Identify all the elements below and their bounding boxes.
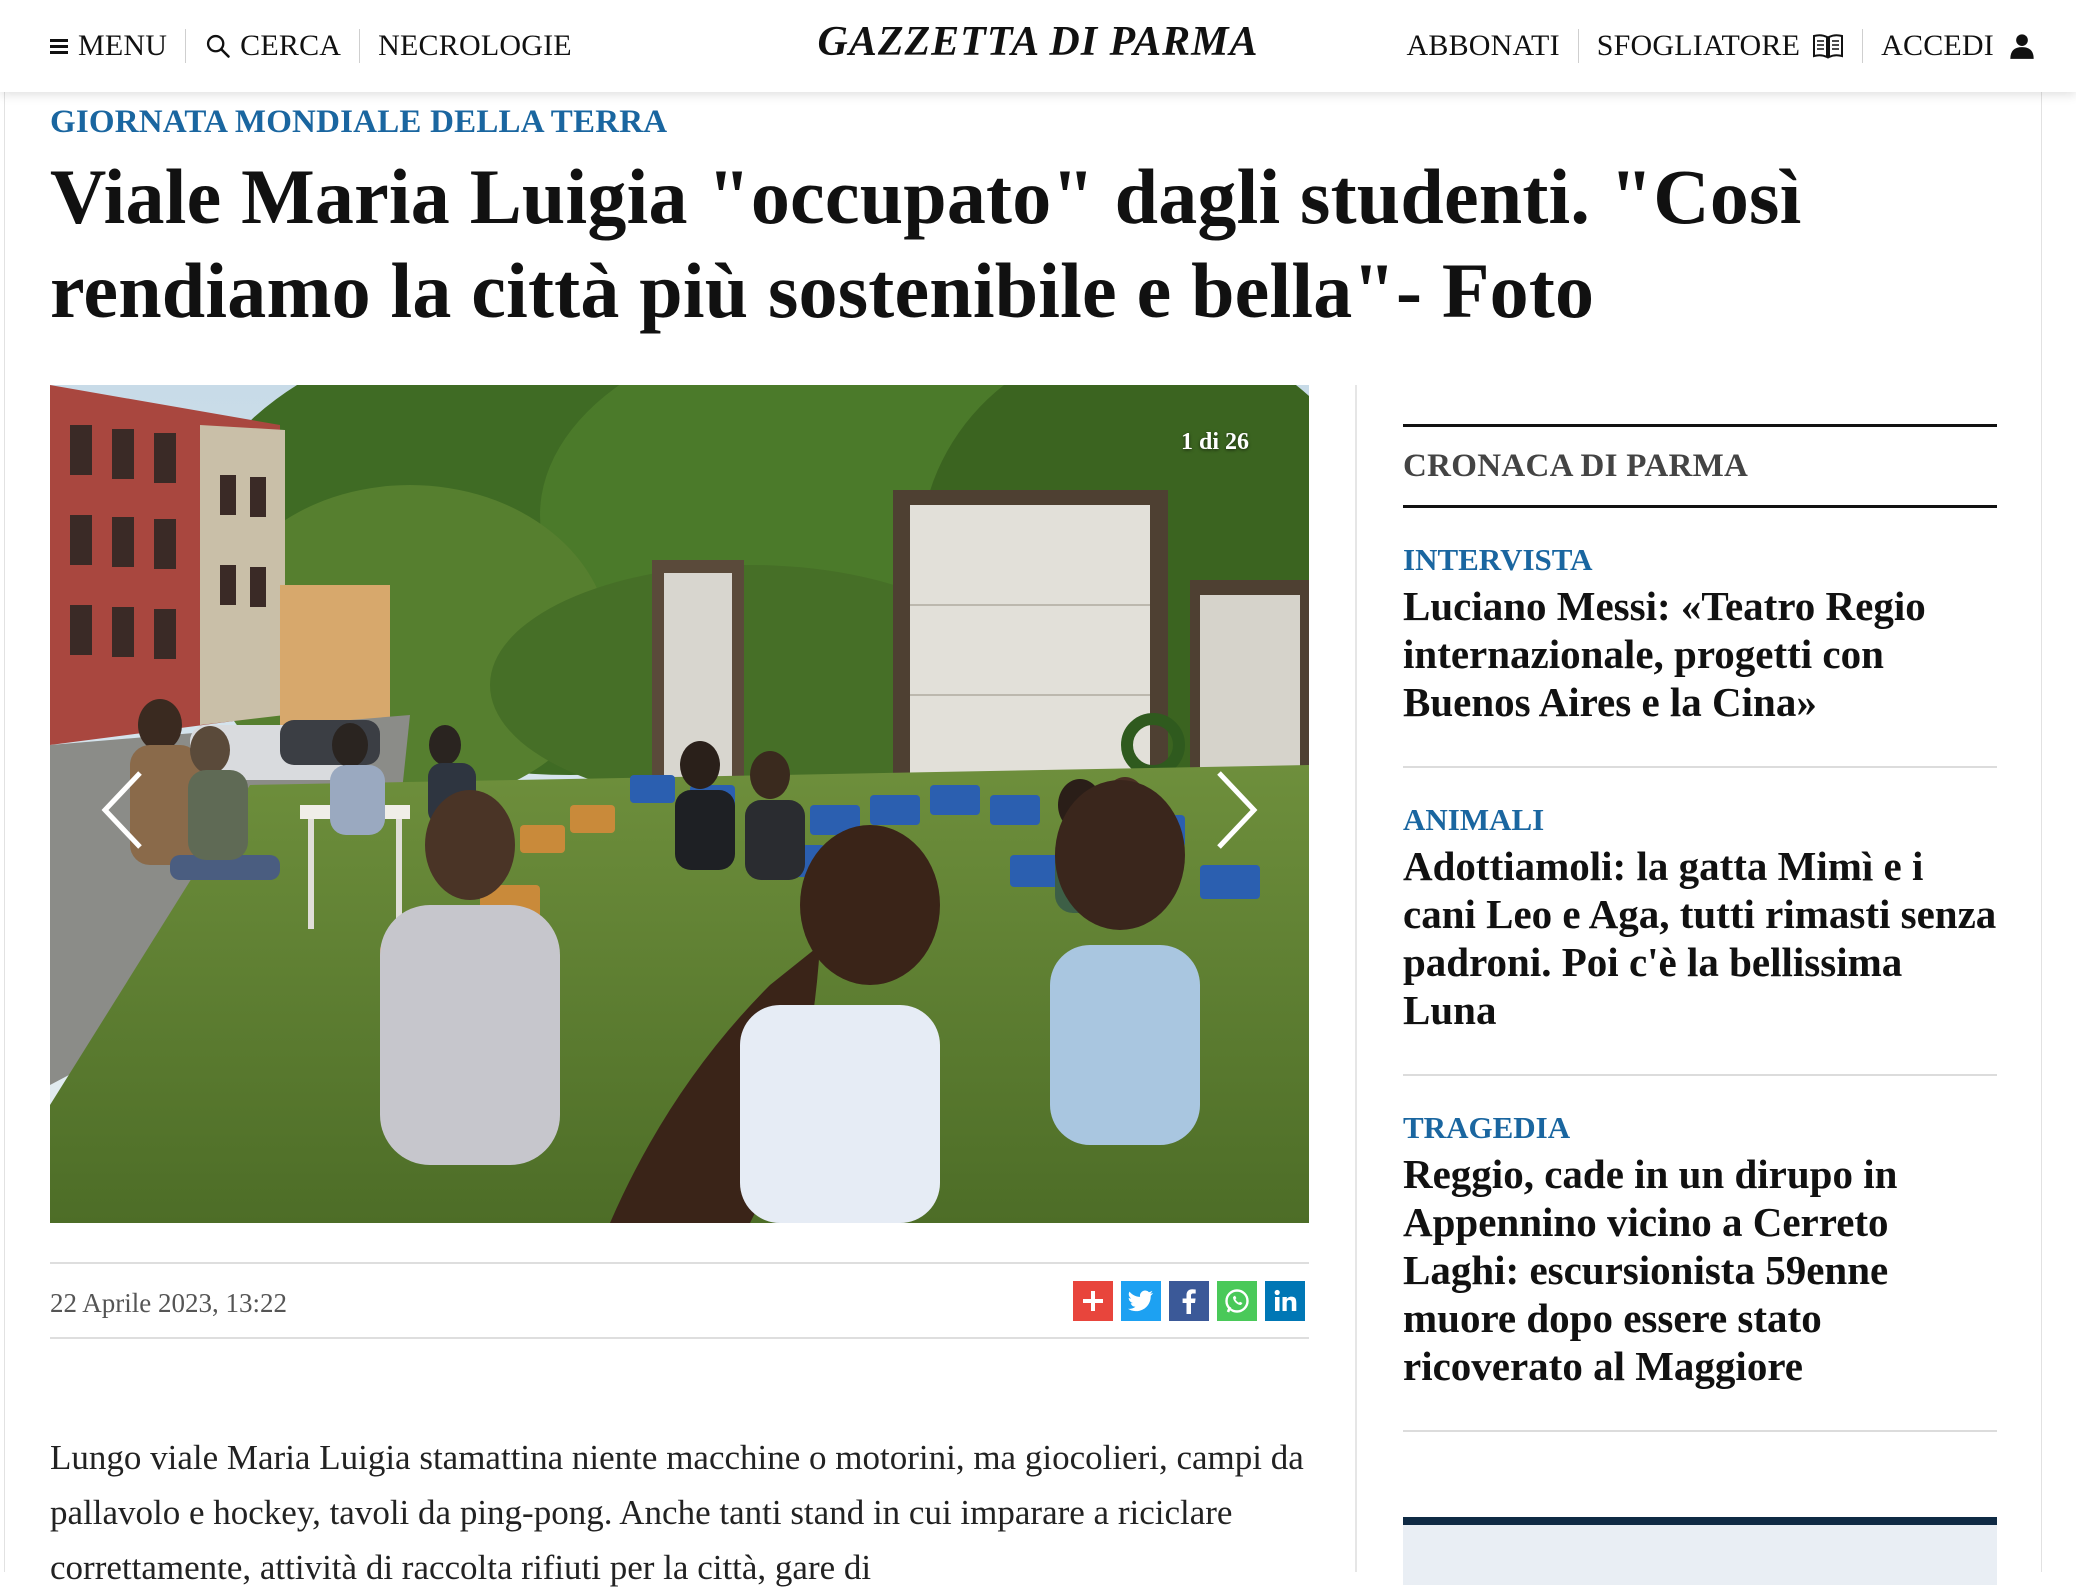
share-buttons: [1073, 1281, 1305, 1321]
login-label: ACCEDI: [1881, 29, 1994, 62]
menu-button[interactable]: [50, 29, 167, 63]
share-twitter-button[interactable]: [1121, 1281, 1161, 1321]
plus-icon: [1078, 1286, 1108, 1316]
gallery-prev-button[interactable]: [95, 765, 155, 855]
gallery-photo: [50, 385, 1309, 1223]
column-divider: [1355, 385, 1357, 1572]
chevron-left-icon: [95, 765, 155, 855]
digital-edition-label: SFOGLIATORE: [1596, 29, 1801, 62]
header-nav-right: [1407, 0, 2037, 92]
sidebar-news: [1403, 424, 1997, 1432]
gallery-next-button[interactable]: [1204, 765, 1264, 855]
share-whatsapp-button[interactable]: [1217, 1281, 1257, 1321]
share-facebook-button[interactable]: [1169, 1281, 1209, 1321]
user-icon: [2008, 32, 2036, 60]
meta-top-divider: [50, 1262, 1309, 1264]
search-label: CERCA: [240, 29, 342, 62]
search-icon: [204, 32, 232, 60]
story-kicker: INTERVISTA: [1403, 542, 1593, 577]
story-title-link[interactable]: Adottiamoli: la gatta Mimì e i cani Leo e Aga, tutti rimasti senza padroni. Poi c'è la bellissima Luna: [1403, 843, 1997, 1033]
sidebar-story[interactable]: [1403, 768, 1997, 1076]
photo-gallery[interactable]: [50, 385, 1309, 1223]
gallery-counter: 1 di 26: [1180, 429, 1249, 455]
nav-divider: [185, 29, 186, 63]
meta-bottom-divider: [50, 1337, 1309, 1339]
digital-edition-link[interactable]: [1597, 29, 1844, 63]
header-nav-left: [50, 0, 572, 92]
obituaries-label: NECROLOGIE: [378, 29, 572, 62]
obituaries-link[interactable]: [378, 29, 572, 63]
login-button[interactable]: [1881, 29, 2036, 63]
sidebar-section-title[interactable]: CRONACA DI PARMA: [1403, 424, 1997, 508]
site-header: [0, 0, 2076, 92]
subscribe-link[interactable]: [1407, 29, 1560, 63]
article-body: Lungo viale Maria Luigia stamattina niente macchine o motorini, ma giocolieri, campi da pallavolo e hockey, tavoli da ping-pong. Anche tanti stand in cui imparare a riciclare correttamente, attività di raccolta rifiuti per la città, gare di: [50, 1438, 1304, 1587]
linkedin-icon: [1270, 1286, 1300, 1316]
subscribe-label: ABBONATI: [1406, 29, 1560, 62]
sidebar-promo-box[interactable]: [1403, 1517, 1997, 1585]
nav-divider: [1578, 29, 1579, 63]
article-kicker[interactable]: GIORNATA MONDIALE DELLA TERRA: [50, 104, 668, 140]
sidebar-story[interactable]: [1403, 1076, 1997, 1432]
nav-divider: [359, 29, 360, 63]
chevron-right-icon: [1204, 765, 1264, 855]
share-more-button[interactable]: [1073, 1281, 1113, 1321]
facebook-icon: [1174, 1286, 1204, 1316]
article-date: 22 Aprile 2023, 13:22: [50, 1288, 287, 1318]
twitter-icon: [1126, 1286, 1156, 1316]
hamburger-icon: [50, 36, 68, 57]
sidebar-story[interactable]: [1403, 508, 1997, 768]
story-kicker: ANIMALI: [1403, 802, 1545, 837]
site-logo[interactable]: GAZZETTA DI PARMA: [817, 19, 1259, 65]
search-button[interactable]: [204, 29, 341, 63]
story-title-link[interactable]: Reggio, cade in un dirupo in Appennino vicino a Cerreto Laghi: escursionista 59enne muore dopo essere stato ricoverato al Maggiore: [1403, 1151, 1898, 1389]
story-kicker: TRAGEDIA: [1403, 1110, 1571, 1145]
open-book-icon: [1812, 33, 1844, 59]
article-headline: Viale Maria Luigia "occupato" dagli studenti. "Così rendiamo la città più sostenibile e bella"- Foto: [50, 153, 1802, 334]
menu-label: MENU: [78, 29, 168, 62]
whatsapp-icon: [1222, 1286, 1252, 1316]
story-title-link[interactable]: Luciano Messi: «Teatro Regio internazionale, progetti con Buenos Aires e la Cina»: [1403, 583, 1926, 725]
nav-divider: [1862, 29, 1863, 63]
share-linkedin-button[interactable]: [1265, 1281, 1305, 1321]
